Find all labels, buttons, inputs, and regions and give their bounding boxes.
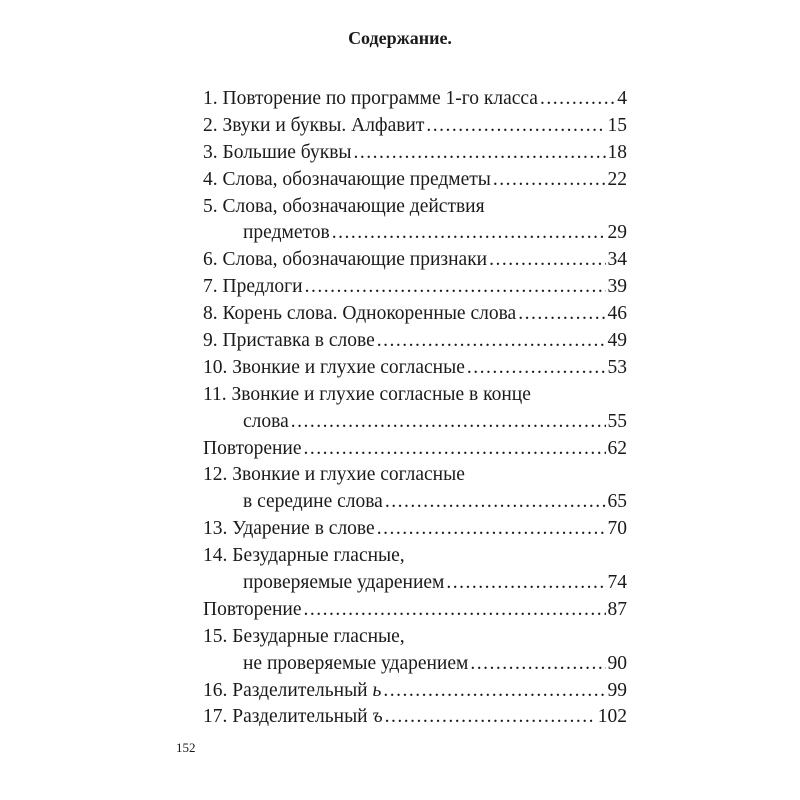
toc-entry-continuation[interactable]: [203, 409, 627, 436]
toc-entry-page: 62: [607, 437, 627, 459]
leader-dots: [383, 678, 605, 705]
toc-entry-page: 34: [607, 249, 627, 271]
toc-entry-page: 55: [607, 410, 627, 432]
leader-dots: [489, 247, 605, 274]
toc-entry-title: 6. Слова, обозначающие признаки: [203, 249, 488, 271]
toc-entry-page: 18: [607, 141, 627, 163]
toc-entry[interactable]: [203, 194, 627, 221]
toc-entry-letter: ъ: [372, 706, 383, 728]
leader-dots: [493, 167, 606, 194]
leader-dots: [304, 436, 606, 463]
leader-dots: [377, 516, 606, 543]
toc-entry-title-cont: не проверяемые ударением: [243, 652, 469, 674]
leader-dots: [385, 704, 596, 731]
toc-entry-page: 46: [607, 303, 627, 325]
toc-entry-continuation[interactable]: [203, 570, 627, 597]
toc-entry-title: 2. Звуки и буквы. Алфавит: [203, 114, 425, 136]
toc-entry-continuation[interactable]: [203, 220, 627, 247]
toc-entry-title: Повторение: [203, 437, 302, 459]
table-of-contents: [203, 86, 627, 731]
toc-entry-page: 99: [607, 679, 627, 701]
leader-dots: [467, 355, 606, 382]
toc-entry[interactable]: [203, 678, 627, 705]
toc-entry-page: 49: [607, 330, 627, 352]
toc-entry-letter: ь: [372, 679, 382, 701]
toc-entry-title: [203, 704, 383, 731]
toc-entry[interactable]: [203, 704, 627, 731]
page-title: Содержание.: [348, 28, 452, 48]
toc-entry[interactable]: [203, 140, 627, 167]
toc-entry[interactable]: [203, 301, 627, 328]
leader-dots: [332, 220, 606, 247]
toc-entry[interactable]: [203, 597, 627, 624]
toc-entry[interactable]: [203, 113, 627, 140]
toc-entry-page: 29: [607, 222, 627, 244]
toc-entry-title: 12. Звонкие и глухие согласные: [203, 464, 465, 486]
toc-entry-page: 39: [607, 276, 627, 298]
toc-entry-title: 15. Безударные гласные,: [203, 625, 405, 647]
leader-dots: [304, 597, 606, 624]
toc-entry-title: 7. Предлоги: [203, 276, 303, 298]
toc-entry-page: 65: [607, 491, 627, 513]
toc-entry-page: 53: [607, 356, 627, 378]
toc-entry-page: 15: [607, 114, 627, 136]
toc-entry[interactable]: [203, 355, 627, 382]
leader-dots: [446, 570, 605, 597]
leader-dots: [540, 86, 615, 113]
toc-entry-title-cont: в середине слова: [243, 491, 383, 513]
toc-entry-title: 1. Повторение по программе 1-го класса: [203, 88, 538, 109]
toc-entry-title: 3. Большие буквы: [203, 141, 352, 163]
toc-entry[interactable]: [203, 247, 627, 274]
toc-entry-title-cont: проверяемые ударением: [243, 572, 445, 594]
toc-entry-page: 102: [597, 706, 627, 728]
toc-entry-title: 9. Приставка в слове: [203, 330, 375, 352]
toc-entry-page: 74: [607, 572, 627, 594]
toc-entry-page: 22: [607, 168, 627, 190]
leader-dots: [470, 651, 605, 678]
leader-dots: [426, 113, 605, 140]
toc-entry-title: 11. Звонкие и глухие согласные в конце: [203, 383, 531, 405]
toc-entry-title: 14. Безударные гласные,: [203, 545, 405, 567]
toc-entry-title: 8. Корень слова. Однокоренные слова: [203, 303, 517, 325]
toc-entry-title: 4. Слова, обозначающие предметы: [203, 168, 491, 190]
leader-dots: [385, 489, 606, 516]
toc-entry[interactable]: [203, 516, 627, 543]
toc-entry-page: 87: [607, 598, 627, 620]
leader-dots: [377, 328, 606, 355]
toc-entry-page: 70: [607, 518, 627, 540]
toc-entry[interactable]: [203, 624, 627, 651]
page-number: 152: [176, 740, 196, 755]
toc-entry-continuation[interactable]: [203, 489, 627, 516]
toc-entry-title: Повторение: [203, 598, 302, 620]
toc-entry[interactable]: [203, 462, 627, 489]
toc-entry[interactable]: [203, 328, 627, 355]
toc-entry[interactable]: [203, 274, 627, 301]
toc-entry-continuation[interactable]: [203, 651, 627, 678]
toc-entry-page: 4: [617, 88, 627, 109]
toc-entry-title-cont: предметов: [243, 222, 330, 244]
toc-entry-title-text: 17. Разделительный: [203, 706, 368, 728]
toc-entry[interactable]: [203, 167, 627, 194]
toc-entry[interactable]: [203, 543, 627, 570]
leader-dots: [291, 409, 606, 436]
toc-entry[interactable]: [203, 382, 627, 409]
leader-dots: [305, 274, 606, 301]
toc-entry-title-text: 16. Разделительный: [203, 679, 368, 701]
toc-entry-title: 13. Ударение в слове: [203, 518, 375, 540]
toc-entry-title: 10. Звонкие и глухие согласные: [203, 356, 465, 378]
toc-entry-title: 5. Слова, обозначающие действия: [203, 195, 485, 217]
toc-entry-title-cont: слова: [243, 410, 289, 432]
leader-dots: [518, 301, 605, 328]
leader-dots: [354, 140, 606, 167]
toc-entry[interactable]: [203, 436, 627, 463]
toc-entry-page: 90: [607, 652, 627, 674]
toc-entry-title: [203, 678, 381, 705]
toc-entry[interactable]: [203, 86, 627, 113]
